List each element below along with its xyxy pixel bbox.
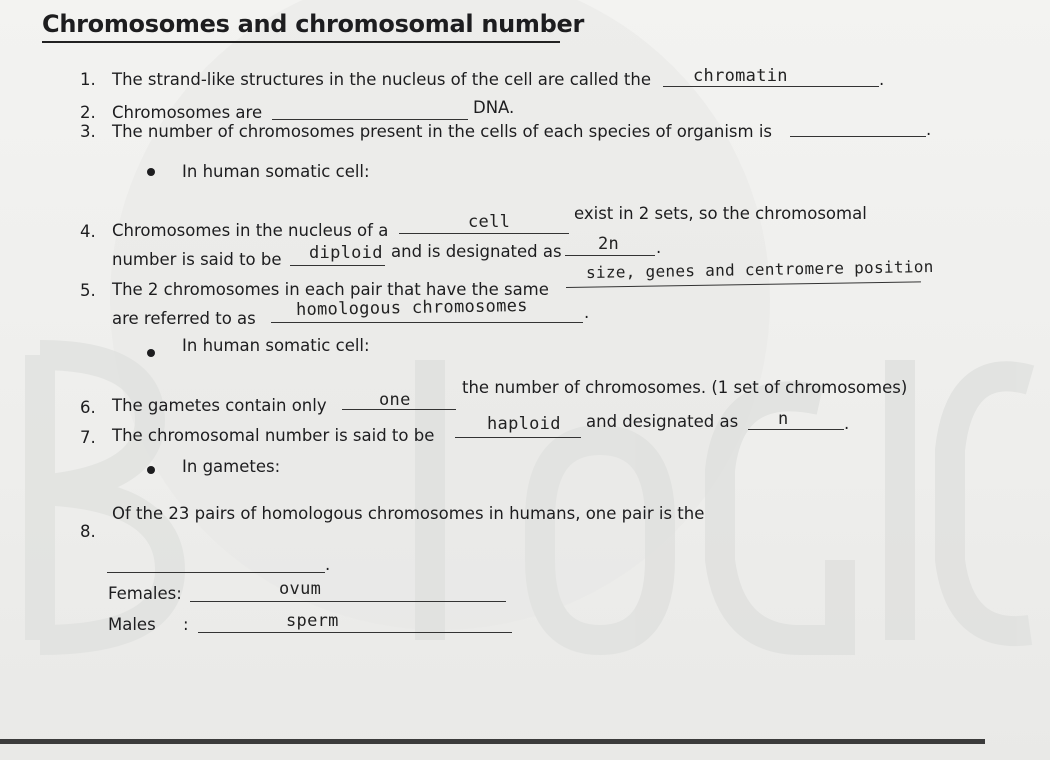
q4-answer-c: 2n xyxy=(598,234,620,254)
q8-text: Of the 23 pairs of homologous chromosomes in humans, one pair is the xyxy=(112,504,705,523)
q4-end: . xyxy=(656,238,662,257)
q1-blank[interactable] xyxy=(663,86,879,87)
q7-answer-b: n xyxy=(778,409,789,429)
q3-end: . xyxy=(926,120,932,139)
bottom-rule xyxy=(0,739,985,744)
q5-text-b: are referred to as xyxy=(112,309,256,328)
q1-end: . xyxy=(879,70,885,89)
females-answer: ovum xyxy=(279,579,322,599)
bullet-dot xyxy=(147,168,155,176)
q7-text-b: and designated as xyxy=(586,412,739,431)
q1-number: 1. xyxy=(80,70,96,89)
bullet-dot xyxy=(147,466,155,474)
q3-text: The number of chromosomes present in the cells of each species of organism is xyxy=(112,122,773,141)
q4-answer-a: cell xyxy=(468,212,511,232)
q4-number: 4. xyxy=(80,222,96,241)
q7-blank-b[interactable] xyxy=(748,429,844,430)
males-blank[interactable] xyxy=(198,632,512,633)
q6-text-b: the number of chromosomes. (1 set of chromosomes) xyxy=(462,378,908,397)
q4-blank-b[interactable] xyxy=(290,265,385,266)
q5-end: . xyxy=(584,303,590,322)
q4-text-a: Chromosomes in the nucleus of a xyxy=(112,221,389,240)
q6-number: 6. xyxy=(80,398,96,417)
q5-number: 5. xyxy=(80,281,96,300)
males-colon: : xyxy=(183,615,189,634)
q4-text-c: number is said to be xyxy=(112,250,282,269)
q4-blank-c[interactable] xyxy=(565,255,655,256)
males-label: Males xyxy=(108,615,156,634)
females-blank[interactable] xyxy=(190,601,506,602)
q3-number: 3. xyxy=(80,122,96,141)
q7-number: 7. xyxy=(80,428,96,447)
q4-answer-b: diploid xyxy=(309,243,383,263)
q7-answer-a: haploid xyxy=(487,414,561,434)
q1-text: The strand-like structures in the nucleus of the cell are called the xyxy=(112,70,651,89)
q3-blank[interactable] xyxy=(790,136,926,137)
page-title: Chromosomes and chromosomal number xyxy=(42,10,584,38)
title-underline xyxy=(42,41,560,43)
q8-number: 8. xyxy=(80,522,96,541)
q5-blank-b[interactable] xyxy=(271,322,583,323)
q5-answer-a: size, genes and centromere position xyxy=(585,256,934,282)
q4-text-b: exist in 2 sets, so the chromosomal xyxy=(574,204,867,223)
q6-answer: one xyxy=(379,390,411,410)
q8-blank[interactable] xyxy=(107,572,325,573)
q7-end: . xyxy=(844,414,850,433)
q2-blank[interactable] xyxy=(272,119,468,120)
q7-text-a: The chromosomal number is said to be xyxy=(112,426,435,445)
bullet-dot xyxy=(147,349,155,357)
q6-text-a: The gametes contain only xyxy=(112,396,327,415)
bullet-somatic-1: In human somatic cell: xyxy=(182,162,370,181)
q7-blank-a[interactable] xyxy=(455,437,581,438)
q4-text-d: and is designated as xyxy=(391,242,562,261)
bullet-gametes: In gametes: xyxy=(182,457,281,476)
q2-number: 2. xyxy=(80,103,96,122)
males-answer: sperm xyxy=(286,611,339,631)
q5-answer-b: homologous chromosomes xyxy=(295,295,528,320)
bullet-somatic-2: In human somatic cell: xyxy=(182,336,370,355)
q1-answer: chromatin xyxy=(693,66,788,86)
q5-text-a: The 2 chromosomes in each pair that have the same xyxy=(112,280,549,299)
q8-end: . xyxy=(325,555,331,574)
q2-after: DNA. xyxy=(473,98,515,117)
females-label: Females: xyxy=(108,584,182,603)
q4-blank-a[interactable] xyxy=(399,233,569,234)
q2-text: Chromosomes are xyxy=(112,103,263,122)
